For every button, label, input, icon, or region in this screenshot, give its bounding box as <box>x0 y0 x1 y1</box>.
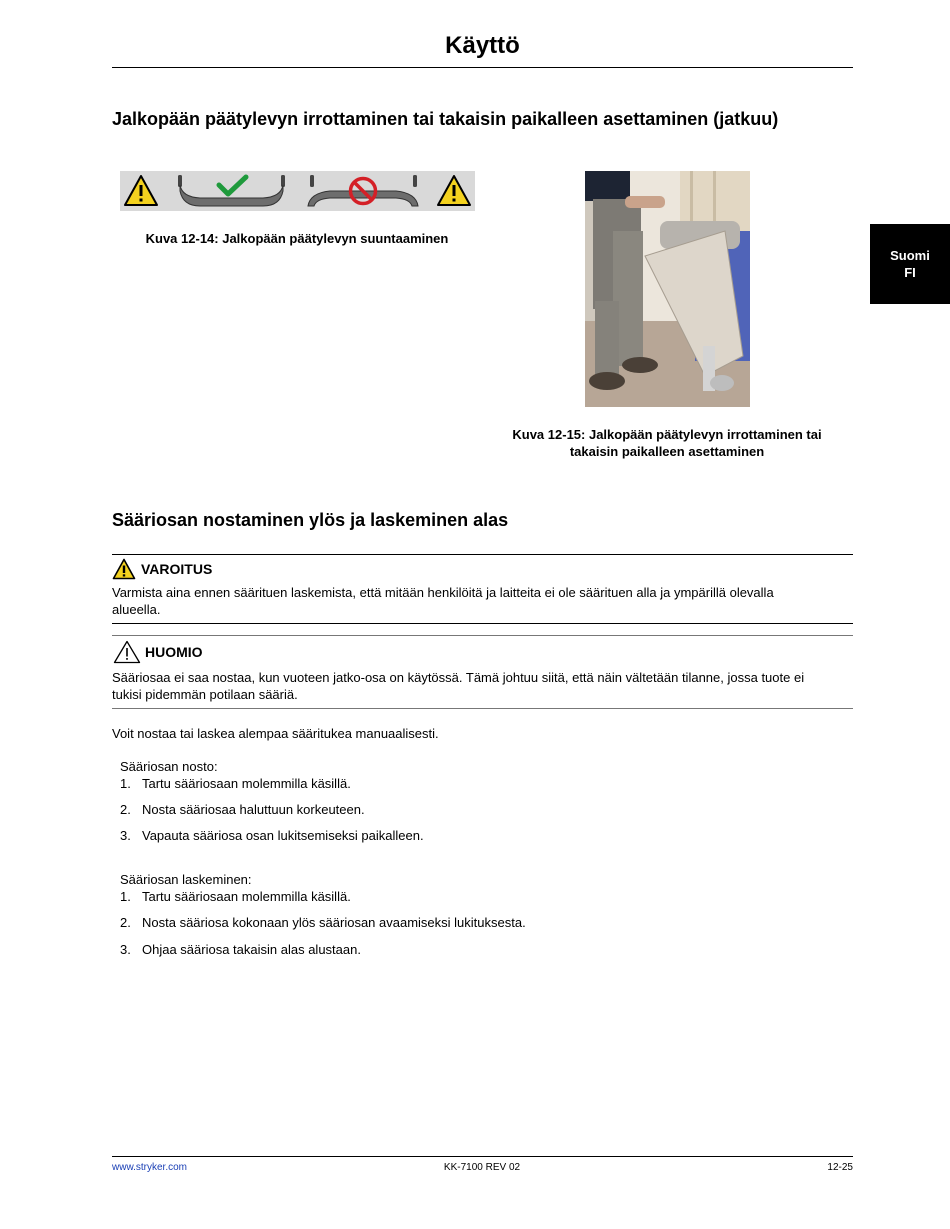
footboard-removal-photo <box>585 171 750 407</box>
raise-step <box>120 827 424 844</box>
intro-paragraph: Voit nostaa tai laskea alempaa sääritukea manuaalisesti. <box>112 726 439 741</box>
step-number: 2. <box>120 802 131 817</box>
caution-text-line1: Sääriosaa ei saa nostaa, kun vuoteen jatko-osa on käytössä. Tämä johtuu siitä, että näin vältetään tilanne, jossa tuote ei <box>112 670 805 685</box>
caution-bottom-rule <box>112 708 853 709</box>
step-text: Vapauta sääriosa osan lukitsemiseksi paikalleen. <box>142 828 424 843</box>
lower-step <box>120 941 361 958</box>
raise-step <box>120 801 365 818</box>
warning-text-line2: alueella. <box>112 602 161 617</box>
figure-12-15-caption-line1: Kuva 12-15: Jalkopään päätylevyn irrottaminen tai <box>512 427 822 442</box>
warning-bottom-rule <box>112 623 853 624</box>
step-number: 2. <box>120 915 131 930</box>
step-text: Nosta sääriosaa haluttuun korkeuteen. <box>142 802 365 817</box>
section-heading-leg-section: Sääriosan nostaminen ylös ja laskeminen alas <box>112 510 509 530</box>
caution-text <box>112 669 853 703</box>
warning-text-line1: Varmista aina ennen säärituen laskemista, että mitään henkilöitä ja laitteita ei ole säärituen alla ja ympärillä olevalla <box>112 585 774 600</box>
language-tab <box>870 224 950 304</box>
step-text: Tartu sääriosaan molemmilla käsillä. <box>142 889 351 904</box>
caution-top-rule <box>112 635 853 636</box>
step-number: 1. <box>120 776 131 791</box>
footer-rule <box>112 1156 853 1157</box>
raise-step <box>120 775 351 792</box>
caution-label: HUOMIO <box>145 644 203 660</box>
figure-12-15-caption-line2: takaisin paikalleen asettaminen <box>569 444 765 459</box>
language-tab-name: Suomi <box>890 248 930 263</box>
step-number: 3. <box>120 942 131 957</box>
page-title: Käyttö <box>445 32 520 59</box>
warning-icon <box>112 558 136 580</box>
caution-text-line2: tukisi pidemmän potilaan sääriä. <box>112 687 298 702</box>
footer-website-link[interactable]: www.stryker.com <box>112 1162 188 1173</box>
step-text: Ohjaa sääriosa takaisin alas alustaan. <box>142 942 361 957</box>
footboard-orientation-figure <box>120 171 475 211</box>
lower-step <box>120 914 526 931</box>
footer-page-number: 12-25 <box>827 1162 853 1173</box>
warning-text <box>112 584 853 618</box>
language-tab-code: FI <box>904 265 916 280</box>
warning-label: VAROITUS <box>141 561 213 577</box>
figure-12-14-caption: Kuva 12-14: Jalkopään päätylevyn suuntaaminen <box>145 231 449 246</box>
step-text: Tartu sääriosaan molemmilla käsillä. <box>142 776 351 791</box>
caution-icon <box>113 640 141 664</box>
figure-12-15-caption <box>485 426 849 460</box>
footer-document-id: KK-7100 REV 02 <box>443 1162 521 1173</box>
warning-top-rule <box>112 554 853 555</box>
title-divider <box>112 67 853 68</box>
step-number: 3. <box>120 828 131 843</box>
step-text: Nosta sääriosa kokonaan ylös sääriosan avaamiseksi lukituksesta. <box>142 915 526 930</box>
section-heading-footboard: Jalkopään päätylevyn irrottaminen tai takaisin paikalleen asettaminen (jatkuu) <box>112 109 779 129</box>
raise-procedure-title: Sääriosan nosto: <box>120 759 218 774</box>
lower-procedure-title: Sääriosan laskeminen: <box>120 872 252 887</box>
step-number: 1. <box>120 889 131 904</box>
lower-step <box>120 888 351 905</box>
